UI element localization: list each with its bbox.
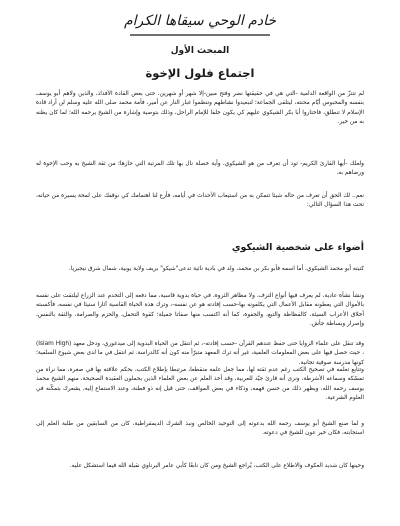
paragraph: ونشأ نشأة عادية، لم يعرف فيها أنواع الترف، ولا مظاهر الثروة، في حياة بدوية قاسية، مما دفعه إلى التخدم عند الزراع ليلتقت على نفسه بالأموال التي يعطونه مقابل الأعمال التي يكلفونه بها-حسب إفادته هو عن نفسه-، وترك هذه الحياة القاسية آثارا سنيئا في نفسه، فأكسبته أخلاق الأعراب السيئة، كالفظاظة والتبع، والجفوة، كما أنه اكتسب منها صفاتا جميلة؛ كقوة التحمل، والحزم والصرامة، والثقة بالنفس، وإصرار وبساطة جأش. <box>36 293 364 328</box>
paragraph: وقد تنقل على علماء الزوايا حتى حفظ عندهم القرآن -حسب إفادته-، ثم انتقل من الحياة البدوية إلى ميدغوري، ودخل معهد (Islam High) ، حيث حصل فيها على بعض المعلومات العلمية، غير أنه ترك المعهد متبرّأ منه كون أنه كالدراسة. ثم انتقل في ما لدى بعض شيوخ السلفية؛ كونها مدرسة صوفية تجانية. <box>36 341 364 366</box>
paragraph: نعم.. لك الحق أن تعرف من حاله شيئا تتمكن به من استيعاب الأحداث في أيامه، فأرع لنا اهتمامك كي نوقفك على لمحة يسيرة من حياته، تحت هذا السؤال التالي: <box>36 193 364 209</box>
paragraph: كنيته أبو محمد الشيكوي، أما اسمه فأبو بكر بن محمد، ولد في بادية نائية تدعى"شيكو" بريف ولاية يوبية، شمال شرق نيجيريا. <box>68 266 364 272</box>
paragraph: وتتابع تعلمه في تصحيح الكتب رغم عدم ثقته لها، مما جعل علمه منقطعا، مرتبطا بإطلاع الكتب، بحكم علاقته بها في صغره، مما نراه من تمسّكه وسماعه الأشرطة، ونرى أنه قارئ جيّد للعربية، وقد أخذ العلم عن بعض العلماء الذين يحملون العقيدة الصحيحة، منهم الشيخ محمد يوسف رحمه الله، ويظهر ذلك من حسن فهمه، وذكاء في بعض المواقف، حتى قيل إنه ذو فطنة، وعند الاستماع إليه، يشعرك بتمكّنه في العلوم الشرعية. <box>36 367 364 402</box>
paragraph: ولعلك -أيها القارئ الكريم- تود أن تعرف من هو الشيكوي، وأية خصلة نال بها تلك المرتبة التي حازها؛ من ثقة الشيخ به وحب الإخوة له ورضاهم به. <box>36 161 364 177</box>
header-ornament-rule <box>130 34 270 36</box>
paragraph: لم تتنزّ من الواقعة الدامية -التي هي في حقيقتها نصر وفتح مبين-إلا شهر أو شهرين، حتى بعض القادة الأفذاذ، والذين ولاهم أبو يوسف بنفسه والمحبوس أيّام محنته، ليتلقى الجماعة؛ لتبعيدوا نشاطهم وتنظموا غبار النار عن أمير، فأمة محمد صلى الله عليه وسلم لن أراد قادة الإسلام لا تنطلق، فاختاروا أبا بكر الشيكوي عليهم كي يكون خلفا للإمام الراحل، وذلك بتوصية وإشارة من الشيخ يرحمه الله؛ لما كان يظنه به من خير. <box>36 91 364 126</box>
paragraph: وحينها كان شديد العكوف والاطلاع على الكتب، يُراجع الشيخ ومن كان نابغًا كأبي عامر البرناوي نقيله الله فيما استشكل عليه. <box>69 463 364 469</box>
chapter-title: اجتماع فلول الإخوة <box>145 66 255 80</box>
section-subheading: أضواء على شخصية الشيكوي <box>231 242 364 253</box>
book-title-calligraphy: خادم الوحي سيقاها الكرام <box>123 13 276 29</box>
paragraph: و لما صنع الشيخ أبو يوسف رحمه الله بدعوته إلى التوحيد الخالص ونبذ الشرك الديمقراطية، كان من السابقين من طلبة العلم إلى استجابته، فكان خير عون للشيخ في دعوته. <box>36 421 364 437</box>
section-label: المبحث الأول <box>170 46 230 56</box>
page-header <box>0 10 400 36</box>
